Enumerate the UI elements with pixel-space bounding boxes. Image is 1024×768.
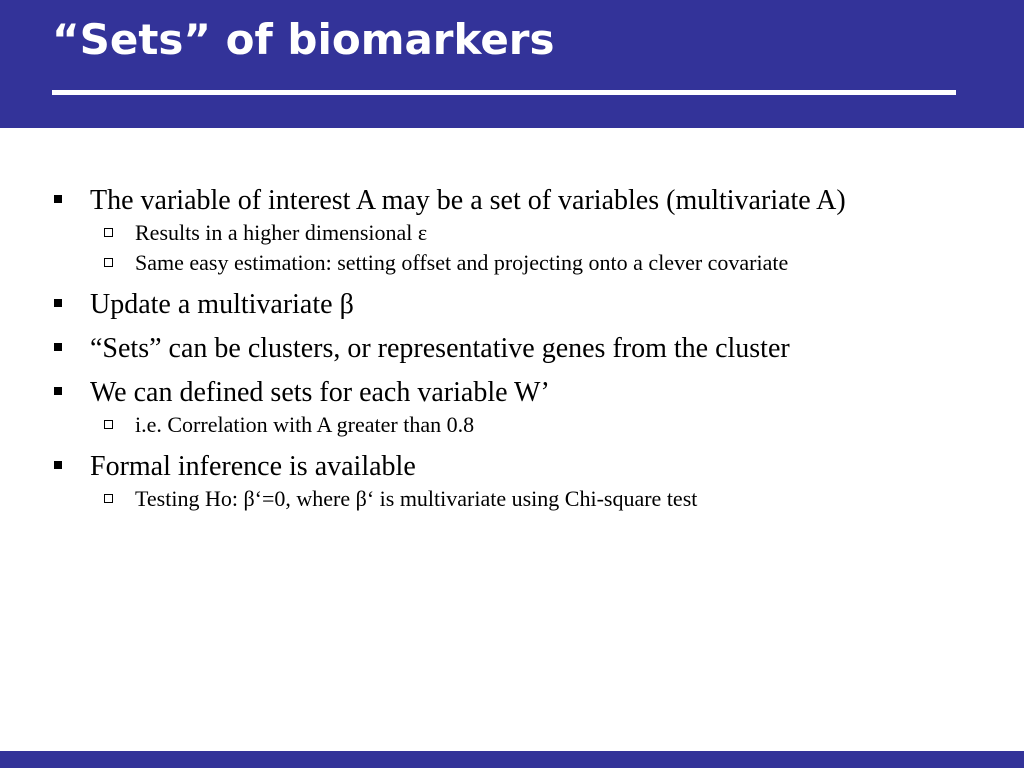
square-bullet-icon xyxy=(54,299,62,307)
bullet-text: The variable of interest A may be a set of variables (multivariate A) xyxy=(90,185,846,216)
square-bullet-icon xyxy=(54,195,62,203)
title-underline xyxy=(52,90,956,95)
bullet-list xyxy=(52,184,952,524)
sub-bullet-text: Same easy estimation: setting offset and projecting onto a clever covariate xyxy=(135,250,789,275)
bullet-item xyxy=(52,288,952,321)
bullet-text: “Sets” can be clusters, or representative genes from the cluster xyxy=(90,333,790,364)
footer-bar xyxy=(0,751,1024,768)
square-bullet-icon xyxy=(54,343,62,351)
sub-bullet-item xyxy=(52,249,952,276)
sub-bullet-item xyxy=(52,411,952,438)
sub-bullet-text: i.e. Correlation with A greater than 0.8 xyxy=(135,412,475,437)
slide-title: “Sets” of biomarkers xyxy=(52,15,555,64)
hollow-square-bullet-icon xyxy=(104,420,113,429)
square-bullet-icon xyxy=(54,387,62,395)
sub-bullet-item xyxy=(52,485,952,512)
bullet-text: Formal inference is available xyxy=(90,451,416,482)
bullet-item xyxy=(52,332,952,365)
hollow-square-bullet-icon xyxy=(104,258,113,267)
sub-bullet-text: Results in a higher dimensional ε xyxy=(135,220,428,245)
bullet-text: Update a multivariate β xyxy=(90,289,354,320)
hollow-square-bullet-icon xyxy=(104,228,113,237)
bullet-item xyxy=(52,376,952,409)
bullet-text: We can defined sets for each variable W’ xyxy=(90,377,550,408)
square-bullet-icon xyxy=(54,461,62,469)
title-bar xyxy=(0,0,1024,128)
bullet-item xyxy=(52,184,952,217)
sub-bullet-text: Testing Ho: β‘=0, where β‘ is multivariate using Chi-square test xyxy=(135,486,698,511)
hollow-square-bullet-icon xyxy=(104,494,113,503)
bullet-item xyxy=(52,450,952,483)
sub-bullet-item xyxy=(52,219,952,246)
